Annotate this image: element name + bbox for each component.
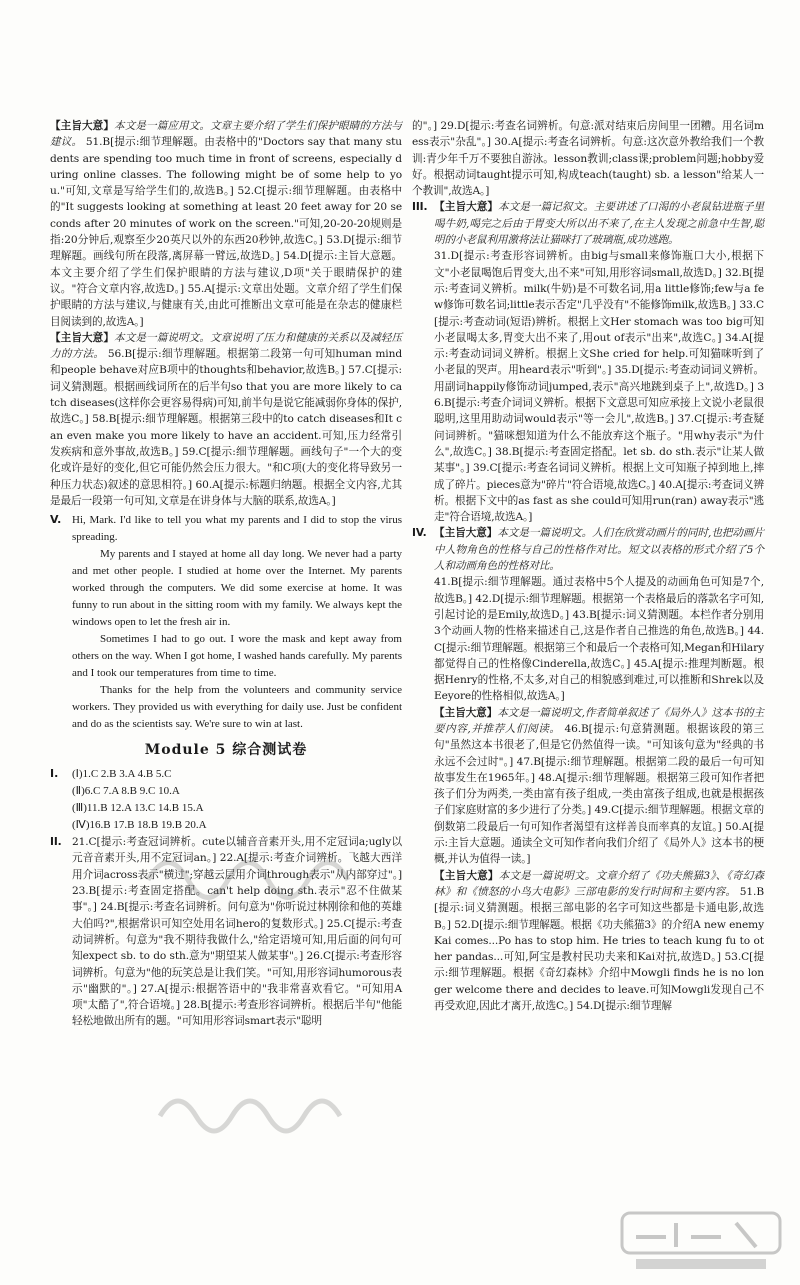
paragraph [50,118,402,330]
answer-row: (Ⅱ)6.C 7.A 8.B 9.C 10.A [72,785,180,798]
paragraph [434,705,764,868]
answer-row: I. (Ⅰ)1.C 2.B 3.A 4.B 5.C [50,767,172,781]
letter-paragraph: V. Hi, Mark. I'd like to tell you what my parents and I did to stop the virus spreading. [50,513,402,544]
answer-row: (Ⅳ)16.B 17.B 18.B 19.B 20.A [72,819,207,832]
answer-explanation: 31.D[提示:考查形容词辨析。由big与small来修饰瓶口大小,根据下文"小老鼠喝饱后胃变大,出不来"可知,用形容词small,故选D。] 32.B[提示:考查词义辨析。milk(牛奶)是不可数名词,用a little修饰;few与a few修饰可数名词;little表示否定"几乎没有"不能修饰milk,故选B。] 33.C[提示:考查动词(短语)辨析。根据上文Her stomach was too big可知小老鼠喝太多,胃变大出不来了,用out of表示"出来",故选C。] 34.A[提示:考查动词词义辨析。根据上文She cried for help.可知猫咪听到了小老鼠的哭声。用heard表示"听到"。] 35.D[提示:考查动词词义辨析。用副词happily修饰动词jumped,表示"高兴地跳到桌子上",故选D。] 36.B[提示:考查介词词义辨析。根据下文意思可知应承接上文说小老鼠很聪明,这里用助动词would表示"等一会儿",故选B。] 37.C[提示:考查疑问词辨析。"猫咪想知道为什么不能放弃这个瓶子。"用why表示"为什么",故选C。] 38.B[提示:考查固定搭配。let sb. do sth.表示"让某人做某事"。] 39.C[提示:考查名词词义辨析。根据上文可知瓶子掉到地上,摔成了碎片。pieces意为"碎片"符合语境,故选C。] 40.A[提示:考查词义辨析。根据下文中的as fast as she could可知用run(ran) away表示"逃走"符合语境,故选A。] [434,250,764,524]
answer-explanation: 51.B[提示:细节理解题。由表格中的"Doctors say that many students are spending too much time in front of screens, especially during online classes. The following might be of some help to you."可知,文章是写给学生们的,故选B。] 52.C[提示:细节理解题。由表格中的"It suggests looking at something at least 20 feet away for 20 seconds after 20 minutes of work on the screen."可知,20-20-20规则是指:20分钟后,观察至少20英尺以外的东西20秒钟,故选C。] 53.D[提示:细节理解题。画线句所在段落,离屏幕一臂远,故选D。] 54.D[提示:主旨大意题。本文主要介绍了学生们保护眼睛的方法与建议,D项"关于眼睛保护的建议。"符合文章内容,故选D。] 55.A[提示:文章出处题。文章介绍了学生们保护眼睛的方法与建议,与健康有关,由此可推断出文章可能是在杂志的健康栏目阅读到的,故选A。] [50,136,402,328]
paragraph [50,330,402,509]
section-number: V. [50,513,62,527]
letter-paragraph: My parents and I stayed at home all day long. We never had a party and met other people. I studied at home over the Internet. My parents worked through the computers. We did some exercise at home. It was funny to run about in the sitting room with my family. We always kept the windows open to let the fresh air in. [72,548,402,629]
main-idea-summary: 本文是一篇说明文。文章介绍了《功夫熊猫3》、《奇幻森林》和《愤怒的小鸟大电影》三部电影的发行时间和主要内容。 [434,869,764,898]
answer-explanation: 41.B[提示:细节理解题。通过表格中5个人提及的动画角色可知是7个,故选B。] 42.D[提示:细节理解题。根据第一个表格最后的落款名字可知,引起讨论的是Emily,故选D。] 43.B[提示:词义猜测题。本栏作者分别用3个动画人物的性格来描述自己,这是作者自己推选的角色,故选B。] 44.C[提示:细节理解题。根据第三个和最后一个表格可知,Megan和Hilary都觉得自己的性格像Cinderella,故选C。] 45.A[提示:推理判断题。根据Henry的性格,不太多,对自己的相貌感到难过,可以推断和Shrek以及Eeyore的性格相似,故选A。] [434,576,764,703]
paragraph: 的"。] 29.D[提示:考查名词辨析。句意:派对结束后房间里一团糟。用名词mess表示"杂乱"。] 30.A[提示:考查名词辨析。句意:这次意外教给我们一个教训:青少年千万不要独自游泳。lesson教训;class课;problem问题;hobby爱好。根据动词taught提示可知,构成teach(taught) sb. a lesson"给某人一个教训",故选A。] [412,120,764,198]
main-idea-summary: 本文是一篇说明文,作者简单叙述了《局外人》这本书的主要内容,并推荐人们阅读。 [434,706,765,735]
main-idea-tag: 【主旨大意】 [50,331,115,344]
paragraph [412,525,765,574]
main-idea-tag: 【主旨大意】 [50,120,115,132]
main-idea-tag: 【主旨大意】 [434,201,499,214]
answer-explanation: 46.B[提示:句意猜测题。根据该段的第三句"虽然这本书很老了,但是它仍然值得一读。"可知该句意为"经典的书永远不会过时"。] 47.B[提示:细节理解题。根据第二段的最后一句可知故事发生在1965年。] 48.A[提示:细节理解题。根据第三段可知作者把孩子们分为两类,一类由富有孩子组成,一类由富孩子组成,也就是根据孩子们家庭财富的多少进行了分类。] 49.C[提示:细节理解题。根据文章的倒数第二段最后一句可知作者渴望有这样善良而率真的友谊。] 50.A[提示:主旨大意题。通读全文可知作者向我们介绍了《局外人》这本书的梗概,并认为值得一读。] [434,722,764,866]
watermark-logo [150,1080,350,1136]
section-v-letter [50,511,402,733]
main-idea-summary: 本文是一篇应用文。文章主要介绍了学生们保护眼睛的方法与建议。 [50,120,402,149]
answer-row: (Ⅲ)11.B 12.A 13.C 14.B 15.A [72,802,204,815]
main-idea-tag: 【主旨大意】 [434,706,498,719]
module-title: Module 5 综合测试卷 [144,742,308,759]
paragraph [412,199,765,248]
answer-explanation: 21.C[提示:考查冠词辨析。cute以辅音音素开头,用不定冠词a;ugly以元音音素开头,用不定冠词an。] 22.A[提示:考查介词辨析。飞越大西洋用介词across表示"横过";穿越云层用介词through表示"从内部穿过"。] 23.B[提示:考查固定搭配。can't help doing sth.表示"忍不住做某事"。] 24.B[提示:考查名词辨析。问句意为"你听说过林刚徐和他的英雄大伯吗?",根据常识可知空处用名词hero的复数形式。] 25.C[提示:考查动词辨析。句意为"我不期待我做什么,"给定语境可知,用后面的问句可知expect sb. to do sth.意为"期望某人做某事"。] 26.C[提示:考查形容词辨析。句意为"他的玩笑总是让我们笑。"可知,用形容词humorous表示"幽默的"。] 27.A[提示:根据答语中的"我非常喜欢看它。"可知用A项"太酷了",符合语境。] 28.B[提示:考查形容词辨析。根据后半句"他能轻松地做出所有的题。"可知用形容词smart表示"聪明 [72,836,402,1028]
section-number: III. [412,201,428,214]
main-idea-summary: 本文是一篇说明文。人们在欣赏动画片的同时,也把动画片中人物角色的性格与自己的性格作对比。短文以表格的形式介绍了5个人和动画角色的性格对比。 [434,527,765,573]
main-idea-summary: 本文是一篇说明文。文章说明了压力和健康的关系以及减轻压力的方法。 [50,331,402,361]
section-iv [412,525,764,1014]
answer-grid [50,765,402,834]
section-number: II. [50,836,62,849]
main-idea-summary: 本文是一篇记叙文。主要讲述了口渴的小老鼠钻进瓶子里喝牛奶,喝完之后由于胃变大所以出不来了,在主人发现之前急中生智,聪明的小老鼠利用激将法让猫咪打了玻璃瓶,成功逃跑。 [434,201,765,247]
letter-paragraph: Sometimes I had to go out. I wore the mask and kept away from others on the way. When I got home, I washed hands carefully. My parents and I took our temperatures from time to time. [72,633,402,680]
section-number: I. [50,767,59,781]
watermark-logo [616,1207,786,1277]
answer-explanation: 51.B[提示:词义猜测题。根据三部电影的名字可知这些都是卡通电影,故选B。] 52.D[提示:细节理解题。根据《功夫熊猫3》的介绍A new enemy Kai comes...Po has to stop him. He tries to teach kung fu to other pandas...可知,阿宝是教村民功夫来和Kai对抗,故选D。] 53.C[提示:细节理解题。根据《奇幻森林》介绍中Mowgli finds he is no longer welcome there and decides to leave.可知Mowgli发现自己不再受欢迎,因此才离开,故选C。] 54.D[提示:细节理解 [434,885,764,1013]
right-column [412,118,764,1014]
answer-explanation: 56.B[提示:细节理解题。根据第二段第一句可知human mind和people behave对应B项中的thoughts和behavior,故选B。] 57.C[提示:词义猜测题。根据画线词所在的后半句so that you are more likely to catch diseases(这样你会更容易得病)可知,前半句是说它能减弱你身体的保护,故选C。] 58.B[提示:细节理解题。根据第三段中的to catch diseases和It can even make you more likely to have an accident.可知,压力经常引发疾病和意外事故,故选B。] 59.C[提示:细节理解题。画线句子"一个大的变化或许是好的变化,但它可能仍然会压力很大。"和C项(大的变化将导致另一种压力状态)叙述的意思相符。] 60.A[提示:标题归纳题。根据全文内容,尤其是最后一段第一句可知,文章是在讲身体与大脑的联系,故选A。] [50,348,403,507]
main-idea-tag: 【主旨大意】 [434,869,499,882]
paragraph [434,868,764,1015]
section-iii [412,199,764,525]
watermark-logo [138,840,358,900]
letter-paragraph: Thanks for the help from the volunteers and community service workers. They provided us with everything for daily use. Just be confident and do as the scientists say. We're sure to win at last. [72,684,402,731]
main-idea-tag: 【主旨大意】 [434,527,498,540]
section-number: IV. [412,527,427,540]
